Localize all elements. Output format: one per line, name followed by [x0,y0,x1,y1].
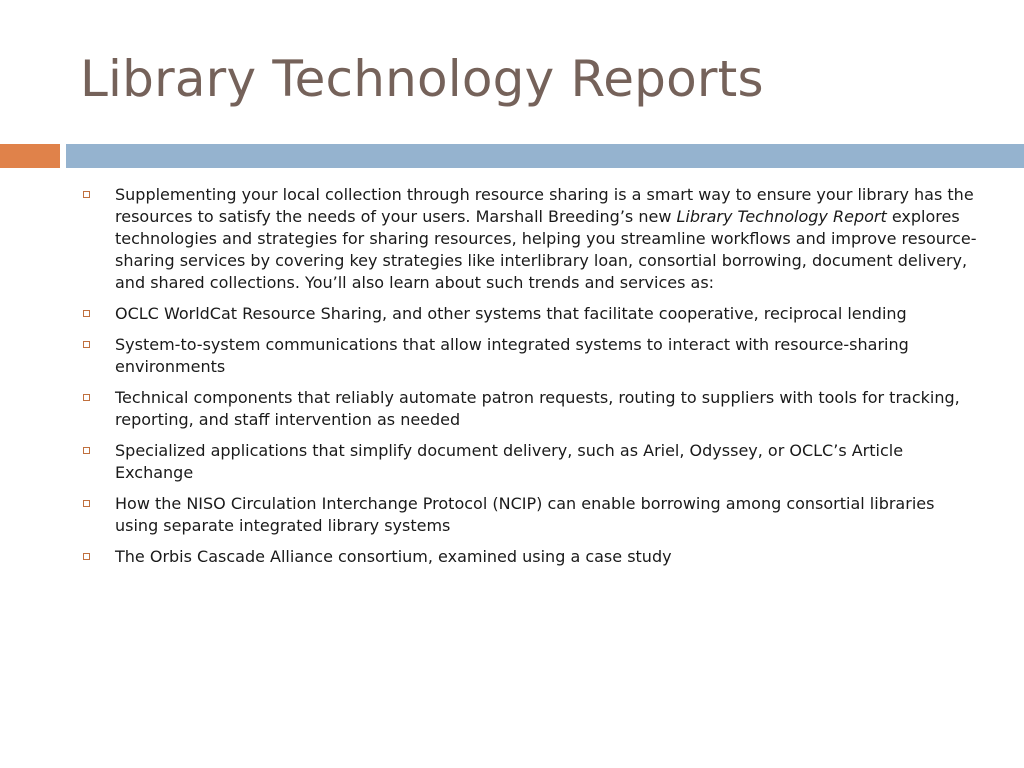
accent-bar [0,144,60,168]
bullet-list [80,184,980,577]
intro-text-before: Supplementing your local collection through resource sharing is a smart way to ensure your library has the resources to satisfy the needs of your users. Marshall Breeding’s new [115,185,974,226]
intro-text-after: explores technologies and strategies for sharing resources, helping you streamline workflows and improve resource-sharing services by covering key strategies like interlibrary loan, consortial borrowing, document delivery, and shared collections. You’ll also learn about such trends and services as: [115,207,977,292]
square-bullet-icon [83,191,90,198]
square-bullet-icon [83,394,90,401]
square-bullet-icon [83,553,90,560]
bullet-item [80,387,980,431]
bullet-text: The Orbis Cascade Alliance consortium, examined using a case study [115,547,672,566]
bullet-text: Specialized applications that simplify document delivery, such as Ariel, Odyssey, or OCLC’s Article Exchange [115,441,904,482]
square-bullet-icon [83,500,90,507]
square-bullet-icon [83,341,90,348]
bullet-text: How the NISO Circulation Interchange Protocol (NCIP) can enable borrowing among consortial libraries using separate integrated library systems [115,494,935,535]
square-bullet-icon [83,447,90,454]
slide-title: Library Technology Reports [80,50,764,108]
bullet-item [80,493,980,537]
bullet-intro [80,184,980,294]
bullet-item [80,546,980,568]
bullet-text: OCLC WorldCat Resource Sharing, and other systems that facilitate cooperative, reciprocal lending [115,304,907,323]
bullet-text: System-to-system communications that allow integrated systems to interact with resource-sharing environments [115,335,909,376]
bullet-item [80,334,980,378]
intro-report-title: Library Technology Report [676,207,887,226]
bullet-item [80,440,980,484]
bullet-item [80,303,980,325]
bullet-text: Technical components that reliably automate patron requests, routing to suppliers with tools for tracking, reporting, and staff intervention as needed [115,388,960,429]
square-bullet-icon [83,310,90,317]
title-underline-bar [66,144,1024,168]
